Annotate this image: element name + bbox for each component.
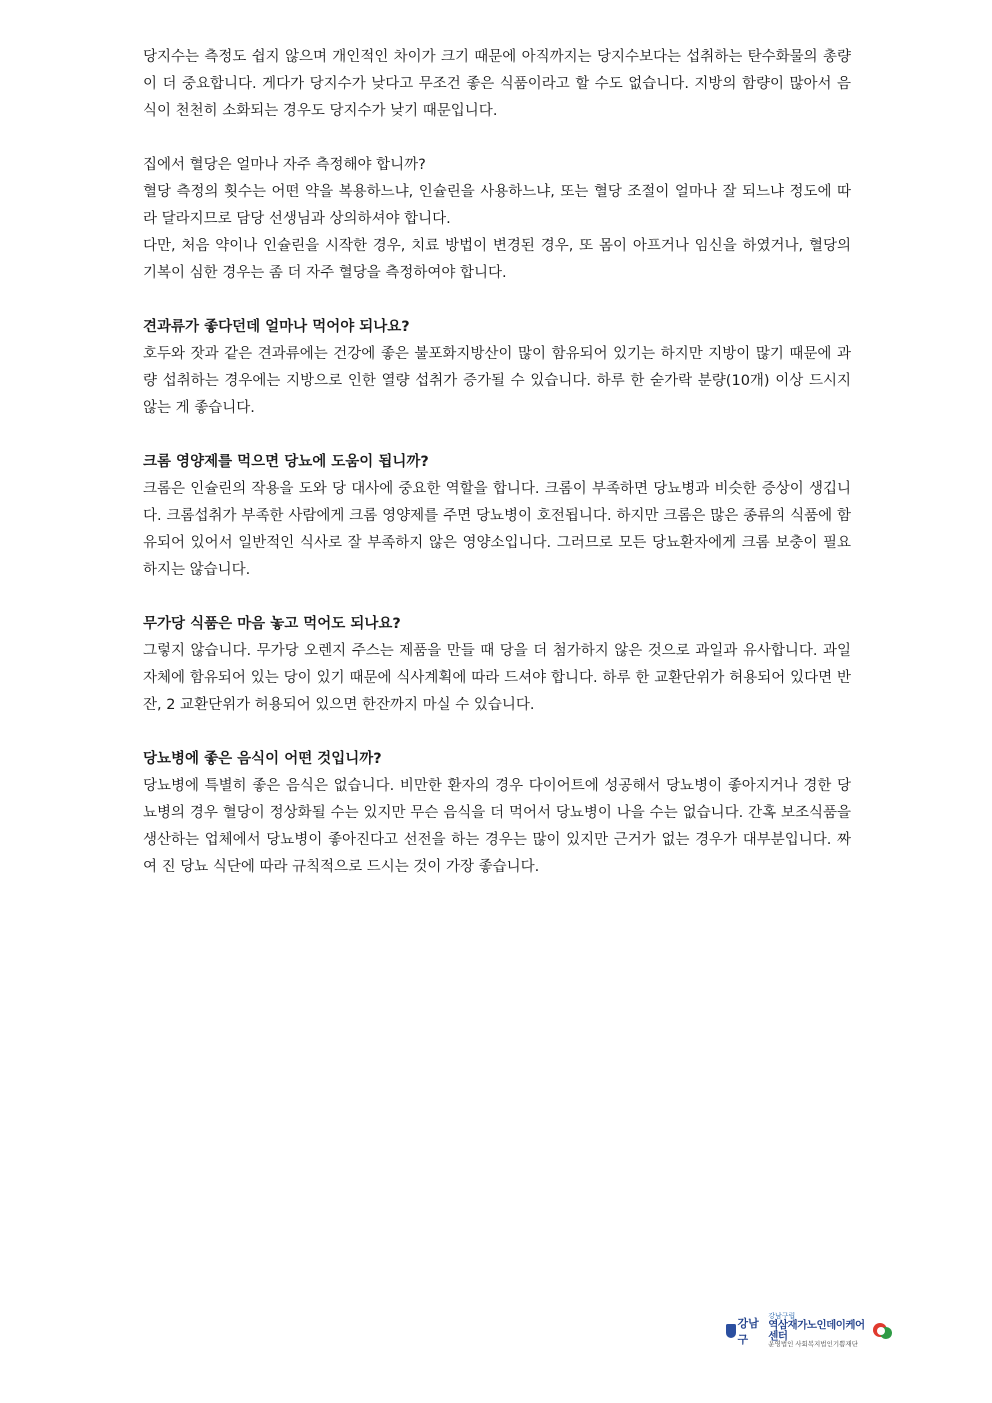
foundation-mark-icon <box>873 1321 891 1341</box>
logo-sub-text: 운영법인 사회복지법인기쁨재단 <box>768 1341 858 1349</box>
answer-paragraph: 혈당 측정의 횟수는 어떤 약을 복용하느냐, 인슐린을 사용하느냐, 또는 혈당 조절이 얼마나 잘 되느냐 정도에 따라 달라지므로 담당 선생님과 상의하셔야 합니다. <box>143 184 851 227</box>
question-heading: 크롬 영양제를 먹으면 당뇨에 도움이 됩니까? <box>143 454 429 470</box>
logo-main-text: 역삼재가노인데이케어센터 <box>768 1319 865 1343</box>
answer-paragraph: 다만, 처음 약이나 인슐린을 시작한 경우, 치료 방법이 변경된 경우, 또 몸이 아프거나 임신을 하였거나, 혈당의 기복이 심한 경우는 좀 더 자주 혈당을 측정하여야 합니다. <box>143 238 851 281</box>
question-heading: 견과류가 좋다던데 얼마나 먹어야 되나요? <box>143 319 410 335</box>
question-heading: 무가당 식품은 마음 놓고 먹어도 되나요? <box>143 616 401 632</box>
answer-paragraph: 당뇨병에 특별히 좋은 음식은 없습니다. 비만한 환자의 경우 다이어트에 성공해서 당뇨병이 좋아지거나 경한 당뇨병의 경우 혈당이 정상화될 수는 있지만 무슨 음식을 더 먹어서 당뇨병이 나을 수는 없습니다. 간혹 보조식품을 생산하는 업체에서 당뇨병이 좋아진다고 선전을 하는 경우는 많이 있지만 근거가 없는 경우가 대부분입니다. 짜여 진 당뇨 식단에 따라 규칙적으로 드시는 것이 가장 좋습니다. <box>143 778 851 875</box>
gangnam-emblem-icon <box>726 1324 736 1338</box>
gu-label: 강남구 <box>737 1318 759 1346</box>
logo-text <box>768 1313 869 1349</box>
question-text: 집에서 혈당은 얼마나 자주 측정해야 합니까? <box>143 157 426 173</box>
answer-paragraph: 크롬은 인슐린의 작용을 도와 당 대사에 중요한 역할을 합니다. 크롬이 부족하면 당뇨병과 비슷한 증상이 생깁니다. 크롬섭취가 부족한 사람에게 크롬 영양제를 주면 당뇨병이 호전됩니다. 하지만 크롬은 많은 종류의 식품에 함유되어 있어서 일반적인 식사로 잘 부족하지 않은 영양소입니다. 그러므로 모든 당뇨환자에게 크롬 보충이 필요하지는 않습니다. <box>143 481 851 578</box>
answer-paragraph: 그렇지 않습니다. 무가당 오렌지 주스는 제품을 만들 때 당을 더 첨가하지 않은 것으로 과일과 유사합니다. 과일 자체에 함유되어 있는 당이 있기 때문에 식사계획에 따라 드셔야 합니다. 하루 한 교환단위가 허용되어 있다면 반잔, 2 교환단위가 허용되어 있으면 한잔까지 마실 수 있습니다. <box>143 643 851 713</box>
gangnam-gu-logo <box>726 1315 765 1347</box>
question-heading: 당뇨병에 좋은 음식이 어떤 것입니까? <box>143 751 382 767</box>
center-logo <box>726 1314 890 1348</box>
logo-small-text: 강남구립 <box>768 1312 796 1320</box>
answer-paragraph: 호두와 잣과 같은 견과류에는 건강에 좋은 불포화지방산이 많이 함유되어 있기는 하지만 지방이 많기 때문에 과량 섭취하는 경우에는 지방으로 인한 열량 섭취가 증가될 수 있습니다. 하루 한 숟가락 분량(10개) 이상 드시지 않는 게 좋습니다. <box>143 346 851 416</box>
paragraph: 당지수는 측정도 쉽지 않으며 개인적인 차이가 크기 때문에 아직까지는 당지수보다는 섭취하는 탄수화물의 총량이 더 중요합니다. 게다가 당지수가 낮다고 무조건 좋은 식품이라고 할 수도 없습니다. 지방의 함량이 많아서 음식이 천천히 소화되는 경우도 당지수가 낮기 때문입니다. <box>143 49 851 119</box>
document-body <box>143 44 851 881</box>
